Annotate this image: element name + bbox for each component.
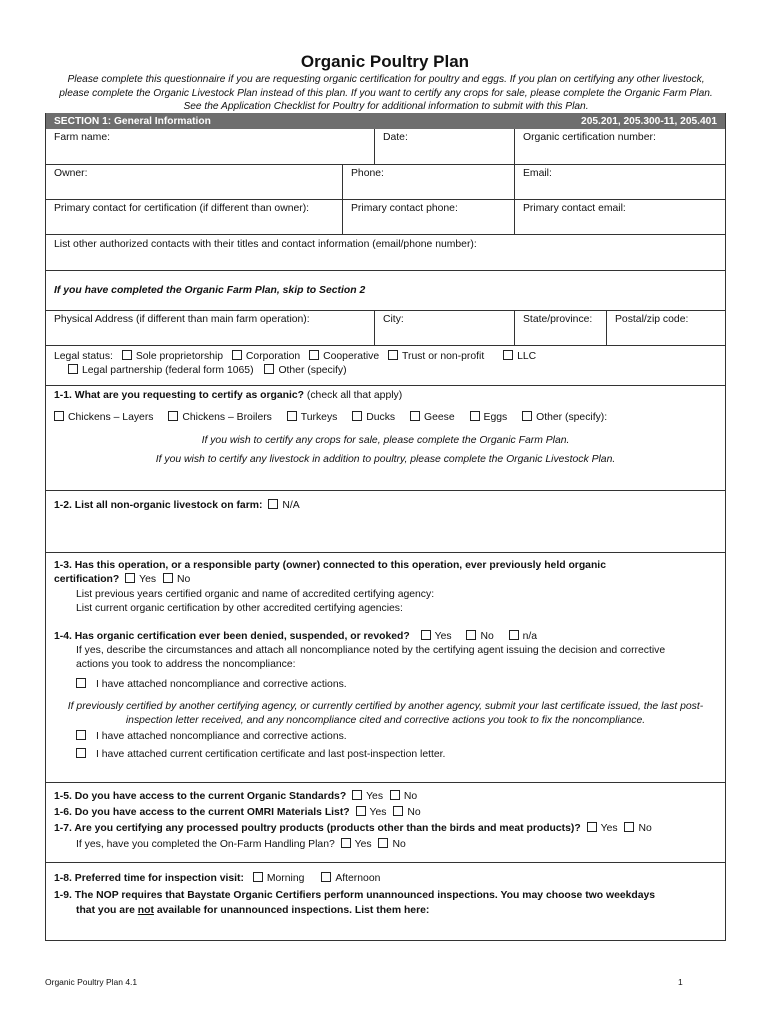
q1-1-hint: (check all that apply) <box>306 390 403 401</box>
turkeys-label: Turkeys <box>300 412 338 423</box>
q1-4-no-checkbox[interactable] <box>466 630 476 640</box>
q1-4-yes-label: Yes <box>434 631 452 642</box>
morning-label: Morning <box>266 873 305 884</box>
q1-9-not: not <box>137 905 154 916</box>
row-farm <box>46 129 725 164</box>
eggs-label: Eggs <box>483 412 508 423</box>
afternoon-checkbox[interactable] <box>321 872 331 882</box>
handling-yes-checkbox[interactable] <box>341 838 351 848</box>
attach2-checkbox[interactable] <box>76 730 86 740</box>
q1-5-yes-label: Yes <box>366 791 384 802</box>
row-primary <box>46 199 725 234</box>
legal-trust-label: Trust or non-profit <box>402 351 485 362</box>
q1-7-sub-label: If yes, have you completed the On-Farm Handling Plan? <box>76 839 335 850</box>
q1-9-part-c: available for unannounced inspections. List them here: <box>156 905 430 916</box>
q1-4-label: 1-4. Has organic certification ever been denied, suspended, or revoked? <box>54 631 410 642</box>
city-field[interactable]: City: <box>374 311 514 345</box>
primary-contact-field[interactable]: Primary contact for certification (if different than owner): <box>54 203 310 214</box>
q1-3-label: 1-3. Has this operation, or a responsible party (owner) connected to this operation, ever previously held organic certification? <box>54 560 606 585</box>
q1-3-no-label: No <box>176 574 191 585</box>
legal-llc-checkbox[interactable] <box>503 350 513 360</box>
q1-2 <box>46 490 725 552</box>
section-header <box>46 113 725 129</box>
q1-8-9 <box>46 862 725 940</box>
broilers-checkbox[interactable] <box>168 411 178 421</box>
q1-5-label: 1-5. Do you have access to the current Organic Standards? <box>54 791 347 802</box>
row-owner <box>46 164 725 199</box>
morning-checkbox[interactable] <box>253 872 263 882</box>
ducks-checkbox[interactable] <box>352 411 362 421</box>
prev-cert-note: If previously certified by another certifying agency, or currently certified by another agency, submit your last certificate issued, the last post-inspection letter received, and any noncompliance cited and corrective actions you took to fix the noncompliance. <box>67 701 704 726</box>
farm-name-field[interactable]: Farm name: <box>54 132 111 143</box>
q1-4-na-checkbox[interactable] <box>509 630 519 640</box>
handling-no-checkbox[interactable] <box>378 838 388 848</box>
intro-text: Please complete this questionnaire if you are requesting organic certification for poultry and eggs. If you plan on certifying any other livestock, please complete the Organic Livestock Plan instead of this plan. If you want to certify any crops for sale, please complete the Organic Farm Plan. See the Application Checklist for Poultry for additional information to submit with this Plan. <box>59 74 713 112</box>
legal-llc-label: LLC <box>517 351 537 362</box>
owner-field[interactable]: Owner: <box>54 168 88 179</box>
q1-5-7 <box>46 782 725 862</box>
turkeys-checkbox[interactable] <box>287 411 297 421</box>
attach3-checkbox[interactable] <box>76 748 86 758</box>
attach1-checkbox[interactable] <box>76 678 86 688</box>
q1-7-no-label: No <box>638 823 652 834</box>
legal-status-label: Legal status: <box>54 351 113 362</box>
other-contacts-field[interactable]: List other authorized contacts with their titles and contact information (email/phone number): <box>46 234 725 270</box>
legal-partnership-checkbox[interactable] <box>68 364 78 374</box>
email-field[interactable]: Email: <box>514 165 725 199</box>
crops-note: If you wish to certify any crops for sale, please complete the Organic Farm Plan. <box>201 435 570 446</box>
ducks-label: Ducks <box>366 412 396 423</box>
layers-checkbox[interactable] <box>54 411 64 421</box>
broilers-label: Chickens – Broilers <box>182 412 272 423</box>
q1-8-label: 1-8. Preferred time for inspection visit: <box>54 873 244 884</box>
other-label: Other (specify): <box>536 412 608 423</box>
skip-note: If you have completed the Organic Farm Plan, skip to Section 2 <box>46 270 725 310</box>
primary-phone-field[interactable]: Primary contact phone: <box>342 200 514 234</box>
q1-6-yes-checkbox[interactable] <box>356 806 366 816</box>
geese-checkbox[interactable] <box>410 411 420 421</box>
legal-other-label: Other (specify) <box>278 365 347 376</box>
attach2-label: I have attached noncompliance and corrective actions. <box>96 731 347 742</box>
q1-6-label: 1-6. Do you have access to the current OMRI Materials List? <box>54 807 350 818</box>
date-field[interactable]: Date: <box>374 129 514 164</box>
livestock-note: If you wish to certify any livestock in addition to poultry, please complete the Organic Livestock Plan. <box>155 454 616 465</box>
layers-label: Chickens – Layers <box>68 412 154 423</box>
q1-6-yes-label: Yes <box>369 807 387 818</box>
q1-7-yes-label: Yes <box>600 823 618 834</box>
q1-7-label: 1-7. Are you certifying any processed poultry products (products other than the birds and meat products)? <box>54 823 581 834</box>
form <box>45 113 726 941</box>
legal-sole-checkbox[interactable] <box>122 350 132 360</box>
attach3-label: I have attached current certification certificate and last post-inspection letter. <box>96 749 446 760</box>
state-field[interactable]: State/province: <box>514 311 606 345</box>
q1-4-yes-checkbox[interactable] <box>421 630 431 640</box>
q1-7-no-checkbox[interactable] <box>624 822 634 832</box>
q1-4-desc: If yes, describe the circumstances and attach all noncompliance noted by the certifying agent issuing the decision and corrective actions you took to address the noncompliance: <box>76 645 666 670</box>
physical-address-field[interactable]: Physical Address (if different than main farm operation): <box>54 314 310 325</box>
other-checkbox[interactable] <box>522 411 532 421</box>
legal-corp-label: Corporation <box>245 351 301 362</box>
row-address <box>46 310 725 345</box>
legal-other-checkbox[interactable] <box>264 364 274 374</box>
q1-3-line1: List previous years certified organic and name of accredited certifying agency: <box>76 589 435 600</box>
q1-4-na-label: n/a <box>522 631 538 642</box>
footer-doc-name: Organic Poultry Plan 4.1 <box>45 977 138 987</box>
page-title: Organic Poultry Plan <box>300 52 470 71</box>
legal-partnership-label: Legal partnership (federal form 1065) <box>82 365 254 376</box>
q1-9-part-b: that you are <box>76 905 135 916</box>
q1-5-yes-checkbox[interactable] <box>352 790 362 800</box>
q1-9-line2 <box>54 903 717 918</box>
legal-status <box>46 345 725 385</box>
postal-field[interactable]: Postal/zip code: <box>606 311 725 345</box>
q1-1-label: 1-1. What are you requesting to certify as organic? <box>54 390 305 401</box>
q1-3-yes-label: Yes <box>139 574 157 585</box>
q1-5-no-checkbox[interactable] <box>390 790 400 800</box>
q1-4-no-label: No <box>480 631 494 642</box>
q1-3-line2: List current organic certification by other accredited certifying agencies: <box>76 603 403 614</box>
attach1-label: I have attached noncompliance and corrective actions. <box>96 679 347 690</box>
q1-3-no-checkbox[interactable] <box>163 573 173 583</box>
cert-number-field[interactable]: Organic certification number: <box>514 129 725 164</box>
q1-3-block <box>46 552 725 782</box>
handling-yes-label: Yes <box>354 839 372 850</box>
geese-label: Geese <box>424 412 455 423</box>
q1-3-yes-checkbox[interactable] <box>125 573 135 583</box>
legal-corp-checkbox[interactable] <box>232 350 242 360</box>
legal-trust-checkbox[interactable] <box>388 350 398 360</box>
q1-6-no-checkbox[interactable] <box>393 806 403 816</box>
afternoon-label: Afternoon <box>335 873 381 884</box>
na-checkbox[interactable] <box>268 499 278 509</box>
q1-6-no-label: No <box>407 807 421 818</box>
eggs-checkbox[interactable] <box>470 411 480 421</box>
na-label: N/A <box>282 500 300 511</box>
legal-coop-checkbox[interactable] <box>309 350 319 360</box>
footer-page-number: 1 <box>678 977 683 987</box>
q1-1 <box>46 385 725 490</box>
primary-email-field[interactable]: Primary contact email: <box>514 200 725 234</box>
q1-5-no-label: No <box>403 791 418 802</box>
phone-field[interactable]: Phone: <box>342 165 514 199</box>
legal-sole-label: Sole proprietorship <box>135 351 224 362</box>
section-refs: 205.201, 205.300-11, 205.401 <box>581 115 717 127</box>
section-label: SECTION 1: General Information <box>54 115 211 127</box>
q1-9-line1: 1-9. The NOP requires that Baystate Organic Certifiers perform unannounced inspections. You may choose two weekdays <box>54 890 656 901</box>
handling-no-label: No <box>392 839 406 850</box>
q1-2-label: 1-2. List all non-organic livestock on farm: <box>54 500 263 511</box>
q1-7-yes-checkbox[interactable] <box>587 822 597 832</box>
legal-coop-label: Cooperative <box>323 351 380 362</box>
